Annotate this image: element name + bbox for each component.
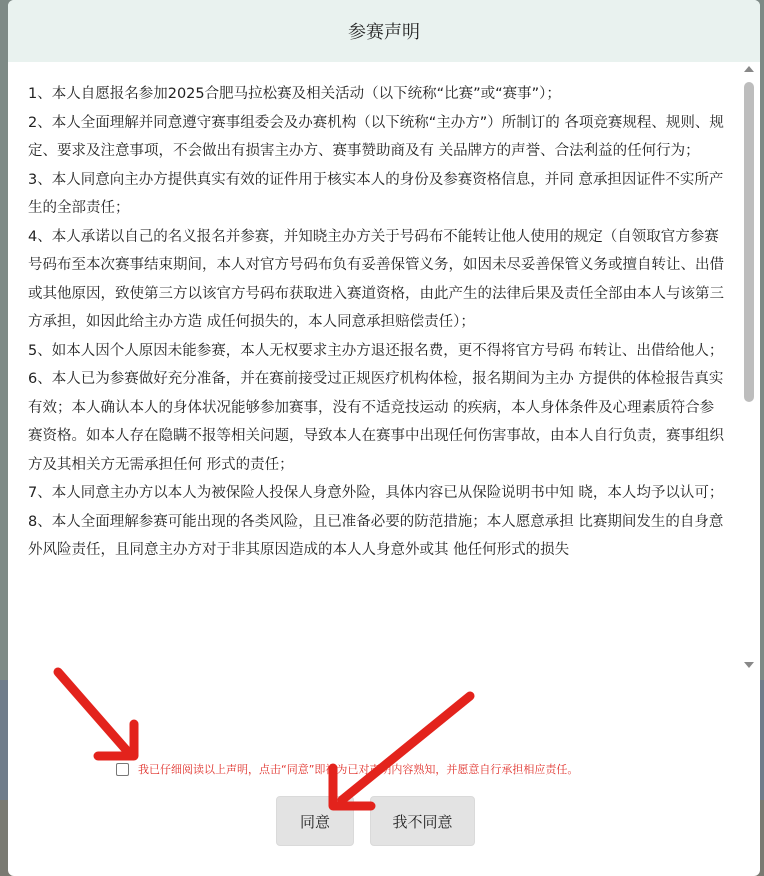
disagree-button[interactable] [370,796,475,846]
scroll-up-arrow-icon[interactable] [744,66,754,72]
declaration-paragraph: 3、本人同意向主办方提供真实有效的证件用于核实本人的身份及参赛资格信息，并同 意承担因证件不实所产生的全部责任； [28,171,724,216]
declaration-paragraph: 2、本人全面理解并同意遵守赛事组委会及办赛机构（以下统称“主办方”）所制订的 各项竞赛规程、规则、规定、要求及注意事项，不会做出有损害主办方、赛事赞助商及有 关品牌方的声誉、合法利益的任何行为； [28,114,724,159]
declaration-modal [8,0,760,876]
consent-text: 我已仔细阅读以上声明，点击“同意”即视为已对声明内容熟知，并愿意自行承担相应责任。 [138,763,579,776]
vertical-scrollbar[interactable] [742,62,756,672]
agree-button[interactable] [276,796,354,846]
consent-checkbox[interactable] [116,763,129,776]
declaration-paragraph: 7、本人同意主办方以本人为被保险人投保人身意外险，具体内容已从保险说明书中知 晓，本人均予以认可； [28,485,724,501]
disagree-button-label: 我不同意 [392,812,453,831]
declaration-paragraph: 1、本人自愿报名参加2025合肥马拉松赛及相关活动（以下统称“比赛”或“赛事”）； [28,86,561,102]
agree-button-label: 同意 [299,812,330,831]
declaration-paragraph: 6、本人已为参赛做好充分准备，并在赛前接受过正规医疗机构体检，报名期间为主办 方提供的体检报告真实有效；本人确认本人的身体状况能够参加赛事，没有不适竞技运动 的疾病，本人身体条件及心理素质符合参赛资格。如本人存在隐瞒不报等相关问题，导致本人在赛事中出现任何伤害事故，由本人自行负责，赛事组织方及其相关方无需承担任何 形式的责任； [28,371,724,473]
declaration-content[interactable] [8,62,748,670]
scroll-down-arrow-icon[interactable] [744,662,754,668]
declaration-paragraph: 8、本人全面理解参赛可能出现的各类风险，且已准备必要的防范措施；本人愿意承担 比赛期间发生的自身意外风险责任，且同意主办方对于非其原因造成的本人人身意外或其 他任何形式的损失 [28,513,724,558]
declaration-paragraph: 5、如本人因个人原因未能参赛，本人无权要求主办方退还报名费，更不得将官方号码 布转让、出借给他人； [28,342,724,359]
modal-header [8,0,760,62]
modal-title: 参赛声明 [348,22,420,43]
declaration-paragraph: 4、本人承诺以自己的名义报名并参赛，并知晓主办方关于号码布不能转让他人使用的规定（自领取官方参赛号码布至本次赛事结束期间，本人对官方号码布负有妥善保管义务，如因未尽妥善保管义务或擅自转让、出借或其他原因，致使第三方以该官方号码布获取进入赛道资格，由此产生的法律后果及责任全部由本人与该第三方承担，如因此给主办方造 成任何损失的，本人同意承担赔偿责任）； [28,228,724,330]
scrollbar-thumb[interactable] [744,82,754,402]
consent-row [116,760,736,778]
